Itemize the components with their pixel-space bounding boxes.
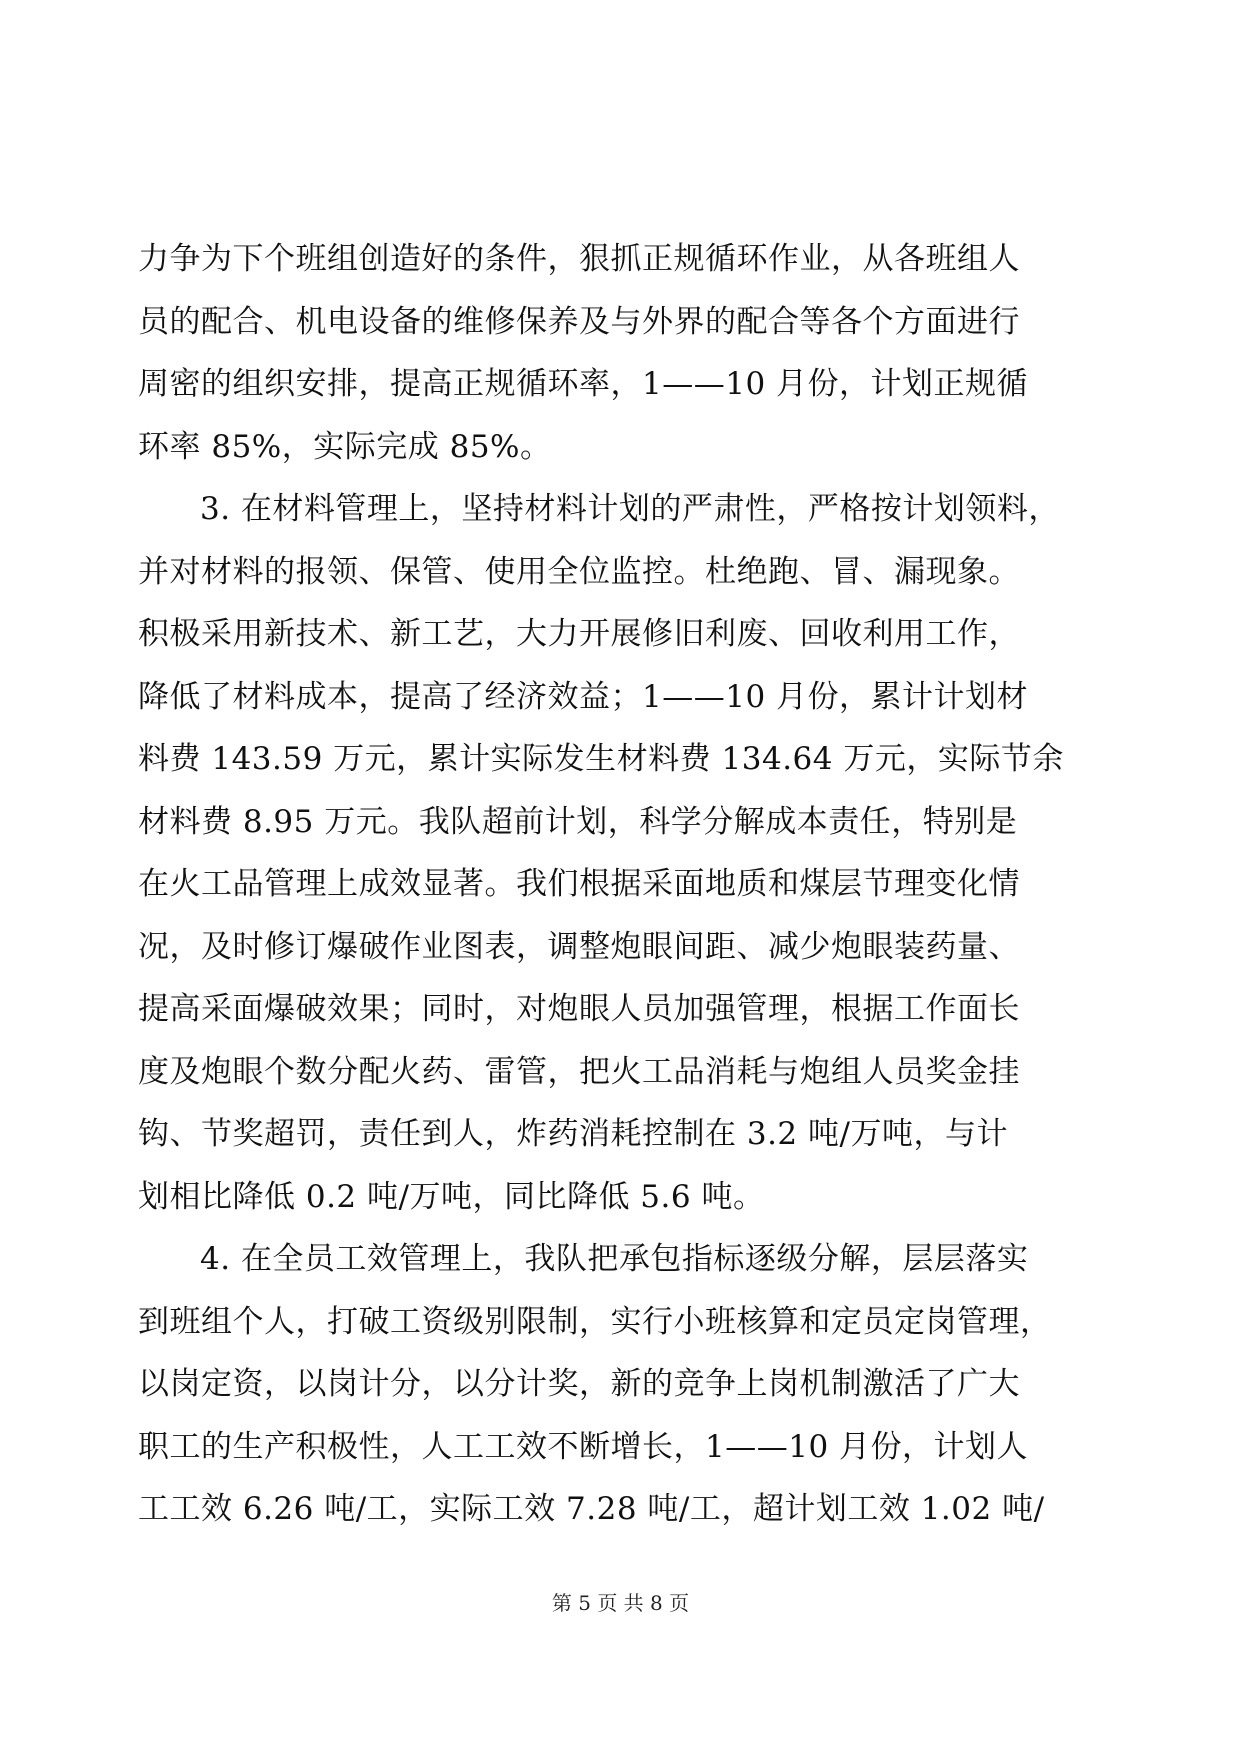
- text-line: 度及炮眼个数分配火药、雷管，把火工品消耗与炮组人员奖金挂: [138, 1053, 1020, 1090]
- text-line: 员的配合、机电设备的维修保养及与外界的配合等各个方面进行: [138, 303, 1020, 340]
- text-line: 划相比降低 0.2 吨/万吨，同比降低 5.6 吨。: [138, 1178, 765, 1215]
- text-line: 周密的组织安排，提高正规循环率，1——10 月份，计划正规循: [138, 366, 1029, 402]
- text-line: 料费 143.59 万元，累计实际发生材料费 134.64 万元，实际节余: [138, 741, 1064, 777]
- text-line: 钩、节奖超罚，责任到人，炸药消耗控制在 3.2 吨/万吨，与计: [138, 1116, 1008, 1152]
- text-line: 提高采面爆破效果；同时，对炮眼人员加强管理，根据工作面长: [138, 991, 1020, 1027]
- document-body: [138, 228, 1096, 1541]
- text-line: 力争为下个班组创造好的条件，狠抓正规循环作业，从各班组人: [138, 241, 1020, 277]
- text-line: 况，及时修订爆破作业图表，调整炮眼间距、减少炮眼装药量、: [138, 928, 1020, 965]
- text-line: 环率 85%，实际完成 85%。: [138, 428, 552, 465]
- text-line: 3. 在材料管理上，坚持材料计划的严肃性，严格按计划领料，: [200, 491, 1060, 527]
- text-line: 职工的生产积极性，人工工效不断增长，1——10 月份，计划人: [138, 1428, 1029, 1465]
- text-line: 降低了材料成本，提高了经济效益；1——10 月份，累计计划材: [138, 678, 1029, 715]
- text-line: 材料费 8.95 万元。我队超前计划，科学分解成本责任，特别是: [138, 803, 1018, 840]
- text-line: 以岗定资，以岗计分，以分计奖，新的竞争上岗机制激活了广大: [138, 1366, 1020, 1402]
- text-line: 工工效 6.26 吨/工，实际工效 7.28 吨/工，超计划工效 1.02 吨/: [138, 1491, 1045, 1527]
- text-line: 并对材料的报领、保管、使用全位监控。杜绝跑、冒、漏现象。: [138, 553, 1020, 590]
- text-line: 在火工品管理上成效显著。我们根据采面地质和煤层节理变化情: [138, 866, 1020, 902]
- text-line: 到班组个人，打破工资级别限制，实行小班核算和定员定岗管理，: [138, 1303, 1052, 1340]
- text-line: 4. 在全员工效管理上，我队把承包指标逐级分解，层层落实: [200, 1241, 1029, 1277]
- text-line: 积极采用新技术、新工艺，大力开展修旧利废、回收利用工作，: [138, 616, 1020, 652]
- page-number-footer: 第 5 页 共 8 页: [551, 1591, 690, 1615]
